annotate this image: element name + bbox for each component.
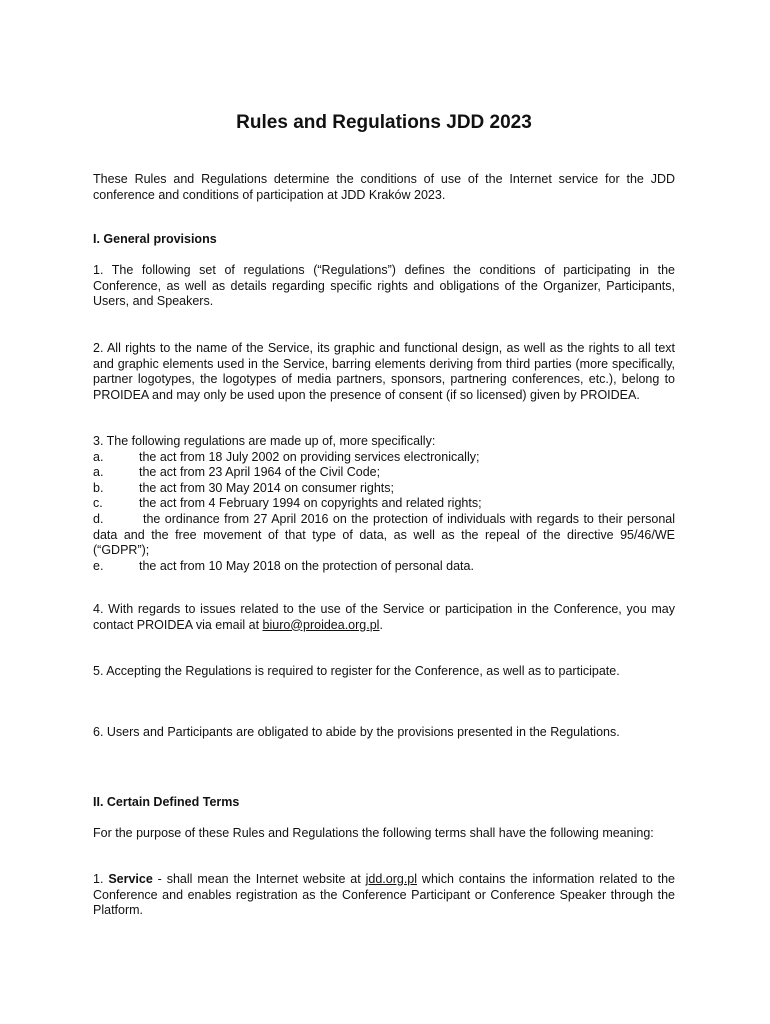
document-title: Rules and Regulations JDD 2023	[236, 112, 532, 133]
list-item	[93, 496, 675, 512]
term-number: 1.	[93, 872, 109, 886]
list-item	[93, 465, 675, 481]
list-marker: c.	[93, 496, 103, 511]
list-item-text: the act from 4 February 1994 on copyrights and related rights;	[139, 496, 482, 511]
paragraph-2: 2. All rights to the name of the Service, its graphic and functional design, as well as the rights to all text and graphic elements used in the Service, barring elements deriving from third parties (more specifically, partner logotypes, the logotypes of media partners, sponsors, partnering conferences, etc.), belong to PROIDEA and may only be used upon the presence of consent (if so licensed) given by PROIDEA.	[93, 341, 675, 402]
term-text: - shall mean the Internet website at	[152, 872, 366, 886]
paragraph-5: 5. Accepting the Regulations is required to register for the Conference, as well as to participate.	[93, 664, 620, 678]
section-heading-general-provisions: I. General provisions	[93, 232, 217, 246]
paragraph-4-end: .	[379, 617, 383, 632]
list-item-text: the act from 23 April 1964 of the Civil Code;	[139, 465, 381, 480]
website-link[interactable]: jdd.org.pl	[365, 872, 418, 886]
list-item-text: the ordinance from 27 April 2016 on the protection of individuals with regards to their personal data and the free movement of that type of data, as well as the repeal of the directive 95/46/WE (“GDPR”);	[93, 511, 675, 558]
list-marker: b.	[93, 480, 104, 495]
paragraph-1: 1. The following set of regulations (“Regulations”) defines the conditions of participating in the Conference, as well as details regarding specific rights and obligations of the Organizer, Participants, Users, and Speakers.	[93, 263, 675, 309]
paragraph-6: 6. Users and Participants are obligated to abide by the provisions presented in the Regulations.	[93, 725, 620, 739]
defined-terms-intro: For the purpose of these Rules and Regulations the following terms shall have the following meaning:	[93, 826, 654, 840]
paragraph-3-intro: 3. The following regulations are made up of, more specifically:	[93, 434, 436, 448]
list-marker: d.	[93, 511, 104, 526]
list-item	[93, 450, 675, 466]
list-item	[93, 481, 675, 497]
list-item-text: the act from 30 May 2014 on consumer rights;	[139, 480, 394, 495]
paragraph-4	[93, 602, 675, 633]
intro-paragraph: These Rules and Regulations determine the conditions of use of the Internet service for the JDD conference and conditions of participation at JDD Kraków 2023.	[93, 172, 675, 202]
email-link[interactable]: biuro@proidea.org.pl	[262, 617, 380, 632]
list-marker: a.	[93, 465, 104, 480]
section-heading-defined-terms: II. Certain Defined Terms	[93, 795, 240, 809]
list-item	[93, 559, 675, 575]
list-item	[93, 512, 675, 559]
term-name: Service	[108, 872, 153, 886]
term-service-definition	[93, 872, 675, 919]
list-marker: a.	[93, 449, 104, 464]
list-item-text: the act from 10 May 2018 on the protection of personal data.	[139, 558, 474, 573]
list-marker: e.	[93, 558, 104, 573]
list-item-text: the act from 18 July 2002 on providing services electronically;	[139, 449, 480, 464]
regulations-list	[93, 450, 675, 575]
term-text-end: which contains the information related to the Conference and enables registration as the Conference Participant or Conference Speaker through the Platform.	[93, 872, 675, 918]
paragraph-4-text: 4. With regards to issues related to the use of the Service or participation in the Conference, you may contact PROIDEA via email at	[93, 602, 675, 632]
paragraph-3	[93, 434, 675, 574]
